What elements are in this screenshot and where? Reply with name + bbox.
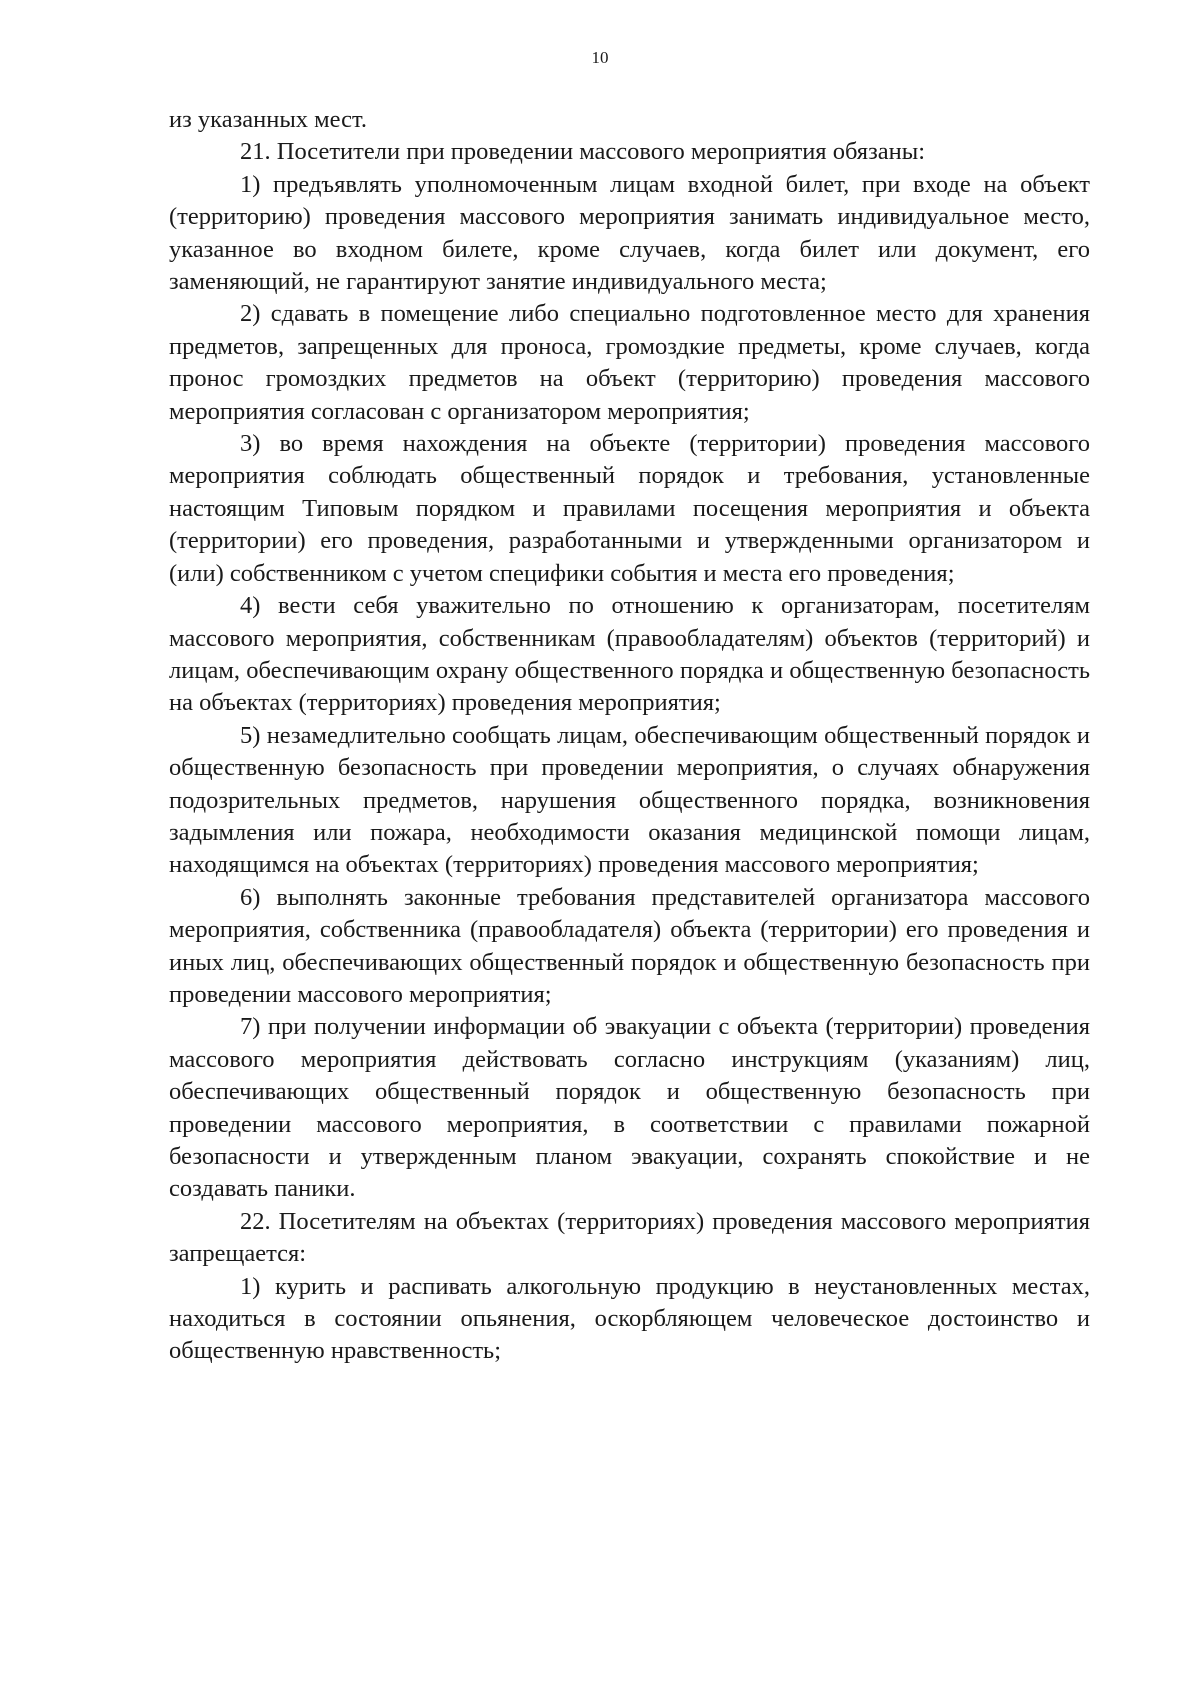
- paragraph-21-item-3: 3) во время нахождения на объекте (территории) проведения массового мероприятия соблюдать общественный порядок и требования, установленные настоящим Типовым порядком и правилами посещения мероприятия и объекта (территории) его проведения, разработанными и утвержденными организатором и (или) собственником с учетом специфики события и места его проведения;: [169, 430, 1090, 587]
- page-number: 10: [591, 48, 609, 67]
- paragraph-21-item-5: 5) незамедлительно сообщать лицам, обеспечивающим общественный порядок и общественную безопасность при проведении мероприятия, о случаях обнаружения подозрительных предметов, нарушения общественного порядка, возникновения задымления или пожара, необходимости оказания медицинской помощи лицам, находящимся на объектах (территориях) проведения массового мероприятия;: [169, 721, 1090, 879]
- paragraph-21-item-1: 1) предъявлять уполномоченным лицам входной билет, при входе на объект (территорию) проведения массового мероприятия занимать индивидуальное место, указанное во входном билете, кроме случаев, когда билет или документ, его заменяющий, не гарантируют занятие индивидуального места;: [169, 170, 1090, 296]
- paragraph-21-item-2: 2) сдавать в помещение либо специально подготовленное место для хранения предметов, запрещенных для проноса, громоздкие предметы, кроме случаев, когда пронос громоздких предметов на объект (территорию) проведения массового мероприятия согласован с организатором мероприятия;: [169, 300, 1090, 425]
- paragraph-22-item-1: 1) курить и распивать алкогольную продукцию в неустановленных местах, находиться в состоянии опьянения, оскорбляющем человеческое достоинство и общественную нравственность;: [169, 1272, 1090, 1365]
- paragraph-21-item-4: 4) вести себя уважительно по отношению к организаторам, посетителям массового мероприятия, собственникам (правообладателям) объектов (территорий) и лицам, обеспечивающим охрану общественного порядка и общественную безопасность на объектах (территориях) проведения мероприятия;: [169, 592, 1090, 717]
- paragraph-continuation: из указанных мест.: [169, 106, 368, 133]
- paragraph-clause-22: 22. Посетителям на объектах (территориях) проведения массового мероприятия запрещается:: [169, 1207, 1090, 1268]
- paragraph-21-item-6: 6) выполнять законные требования представителей организатора массового мероприятия, собственника (правообладателя) объекта (территории) его проведения и иных лиц, обеспечивающих общественный порядок и общественную безопасность при проведении массового мероприятия;: [169, 883, 1090, 1008]
- paragraph-clause-21: 21. Посетители при проведении массового мероприятия обязаны:: [240, 138, 926, 166]
- document-body: [169, 104, 1090, 1368]
- paragraph-21-item-7: 7) при получении информации об эвакуации с объекта (территории) проведения массового мероприятия действовать согласно инструкциям (указаниям) лиц, обеспечивающих общественный порядок и общественную безопасность при проведении массового мероприятия, в соответствии с правилами пожарной безопасности и утвержденным планом эвакуации, сохранять спокойствие и не создавать паники.: [169, 1013, 1090, 1203]
